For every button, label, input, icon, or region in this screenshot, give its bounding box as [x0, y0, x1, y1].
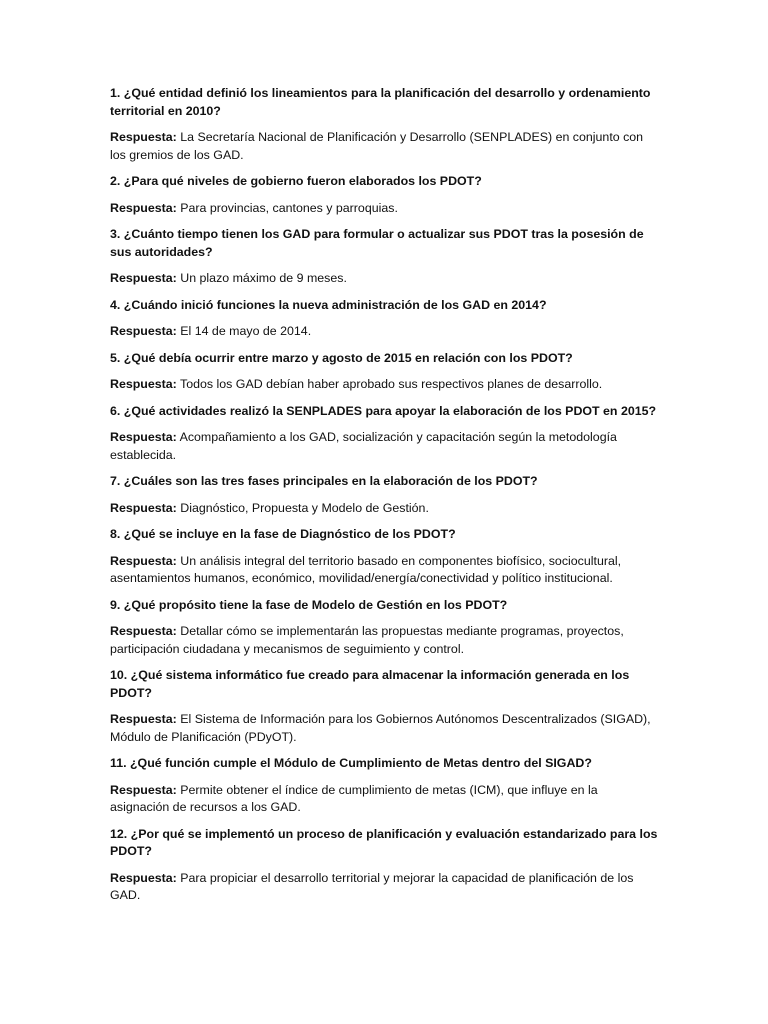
question-text: 5. ¿Qué debía ocurrir entre marzo y agosto de 2015 en relación con los PDOT? [110, 350, 573, 365]
question-text: 7. ¿Cuáles son las tres fases principales en la elaboración de los PDOT? [110, 474, 538, 488]
answer-text [110, 500, 658, 518]
answer-body: Detallar cómo se implementarán las propuestas mediante programas, proyectos, participación ciudadana y mecanismos de seguimiento y control. [110, 624, 624, 656]
question-text: 3. ¿Cuánto tiempo tienen los GAD para formular o actualizar sus PDOT tras la posesión de sus autoridades? [110, 227, 644, 259]
question-text: 11. ¿Qué función cumple el Módulo de Cumplimiento de Metas dentro del SIGAD? [110, 756, 592, 770]
answer-text [110, 782, 658, 817]
answer-text [110, 200, 658, 218]
question-text: 12. ¿Por qué se implementó un proceso de planificación y evaluación estandarizado para los PDOT? [110, 826, 658, 858]
answer-label: Respuesta: [110, 553, 177, 568]
qa-item-1 [110, 85, 658, 164]
question-text: 6. ¿Qué actividades realizó la SENPLADES para apoyar la elaboración de los PDOT en 2015? [110, 403, 657, 418]
answer-label: Respuesta: [110, 712, 177, 726]
qa-item-12 [110, 826, 658, 905]
qa-item-7 [110, 473, 658, 517]
answer-text [110, 270, 658, 288]
answer-body: Todos los GAD debían haber aprobado sus respectivos planes de desarrollo. [180, 377, 603, 391]
qa-item-3 [110, 226, 658, 288]
qa-item-5 [110, 350, 658, 394]
qa-item-2 [110, 173, 658, 217]
answer-body: El 14 de mayo de 2014. [180, 324, 312, 338]
qa-item-11 [110, 755, 658, 817]
question-text: 8. ¿Qué se incluye en la fase de Diagnóstico de los PDOT? [110, 527, 456, 541]
answer-label: Respuesta: [110, 200, 177, 215]
answer-label: Respuesta: [110, 324, 177, 338]
answer-body: Para propiciar el desarrollo territorial y mejorar la capacidad de planificación de los GAD. [110, 870, 634, 902]
question-text: 9. ¿Qué propósito tiene la fase de Modelo de Gestión en los PDOT? [110, 597, 508, 612]
answer-body: Para provincias, cantones y parroquias. [180, 200, 398, 215]
answer-body: Acompañamiento a los GAD, socialización y capacitación según la metodología establecida. [110, 430, 617, 462]
question-text: 10. ¿Qué sistema informático fue creado para almacenar la información generada en los PDOT? [110, 668, 630, 700]
question-text: 2. ¿Para qué niveles de gobierno fueron elaborados los PDOT? [110, 174, 482, 188]
answer-label: Respuesta: [110, 430, 177, 444]
qa-item-9 [110, 597, 658, 659]
qa-item-4 [110, 297, 658, 341]
qa-item-10 [110, 667, 658, 746]
answer-text [110, 711, 658, 746]
answer-label: Respuesta: [110, 377, 177, 391]
answer-label: Respuesta: [110, 782, 177, 797]
answer-text [110, 376, 658, 394]
answer-text [110, 623, 658, 658]
answer-body: Permite obtener el índice de cumplimiento de metas (ICM), que influye en la asignación de recursos a los GAD. [110, 782, 598, 814]
document-page [110, 85, 658, 914]
answer-body: Un análisis integral del territorio basado en componentes biofísico, sociocultural, asentamientos humanos, económico, movilidad/energía/conectividad y político institucional. [110, 553, 622, 585]
answer-text [110, 870, 658, 905]
answer-label: Respuesta: [110, 271, 177, 285]
answer-body: El Sistema de Información para los Gobiernos Autónomos Descentralizados (SIGAD), Módulo de Planificación (PDyOT). [110, 712, 651, 744]
answer-body: Diagnóstico, Propuesta y Modelo de Gestión. [180, 500, 429, 515]
answer-label: Respuesta: [110, 500, 177, 515]
question-text: 1. ¿Qué entidad definió los lineamientos para la planificación del desarrollo y ordenamiento territorial en 2010? [110, 86, 651, 118]
answer-label: Respuesta: [110, 870, 177, 885]
answer-text [110, 429, 658, 464]
answer-text [110, 129, 658, 164]
question-text: 4. ¿Cuándo inició funciones la nueva administración de los GAD en 2014? [110, 297, 547, 312]
answer-label: Respuesta: [110, 624, 177, 638]
answer-text [110, 553, 658, 588]
answer-body: Un plazo máximo de 9 meses. [180, 271, 347, 285]
answer-label: Respuesta: [110, 130, 177, 144]
qa-item-6 [110, 403, 658, 465]
qa-item-8 [110, 526, 658, 588]
answer-text [110, 323, 658, 341]
answer-body: La Secretaría Nacional de Planificación y Desarrollo (SENPLADES) en conjunto con los gremios de los GAD. [110, 130, 644, 162]
